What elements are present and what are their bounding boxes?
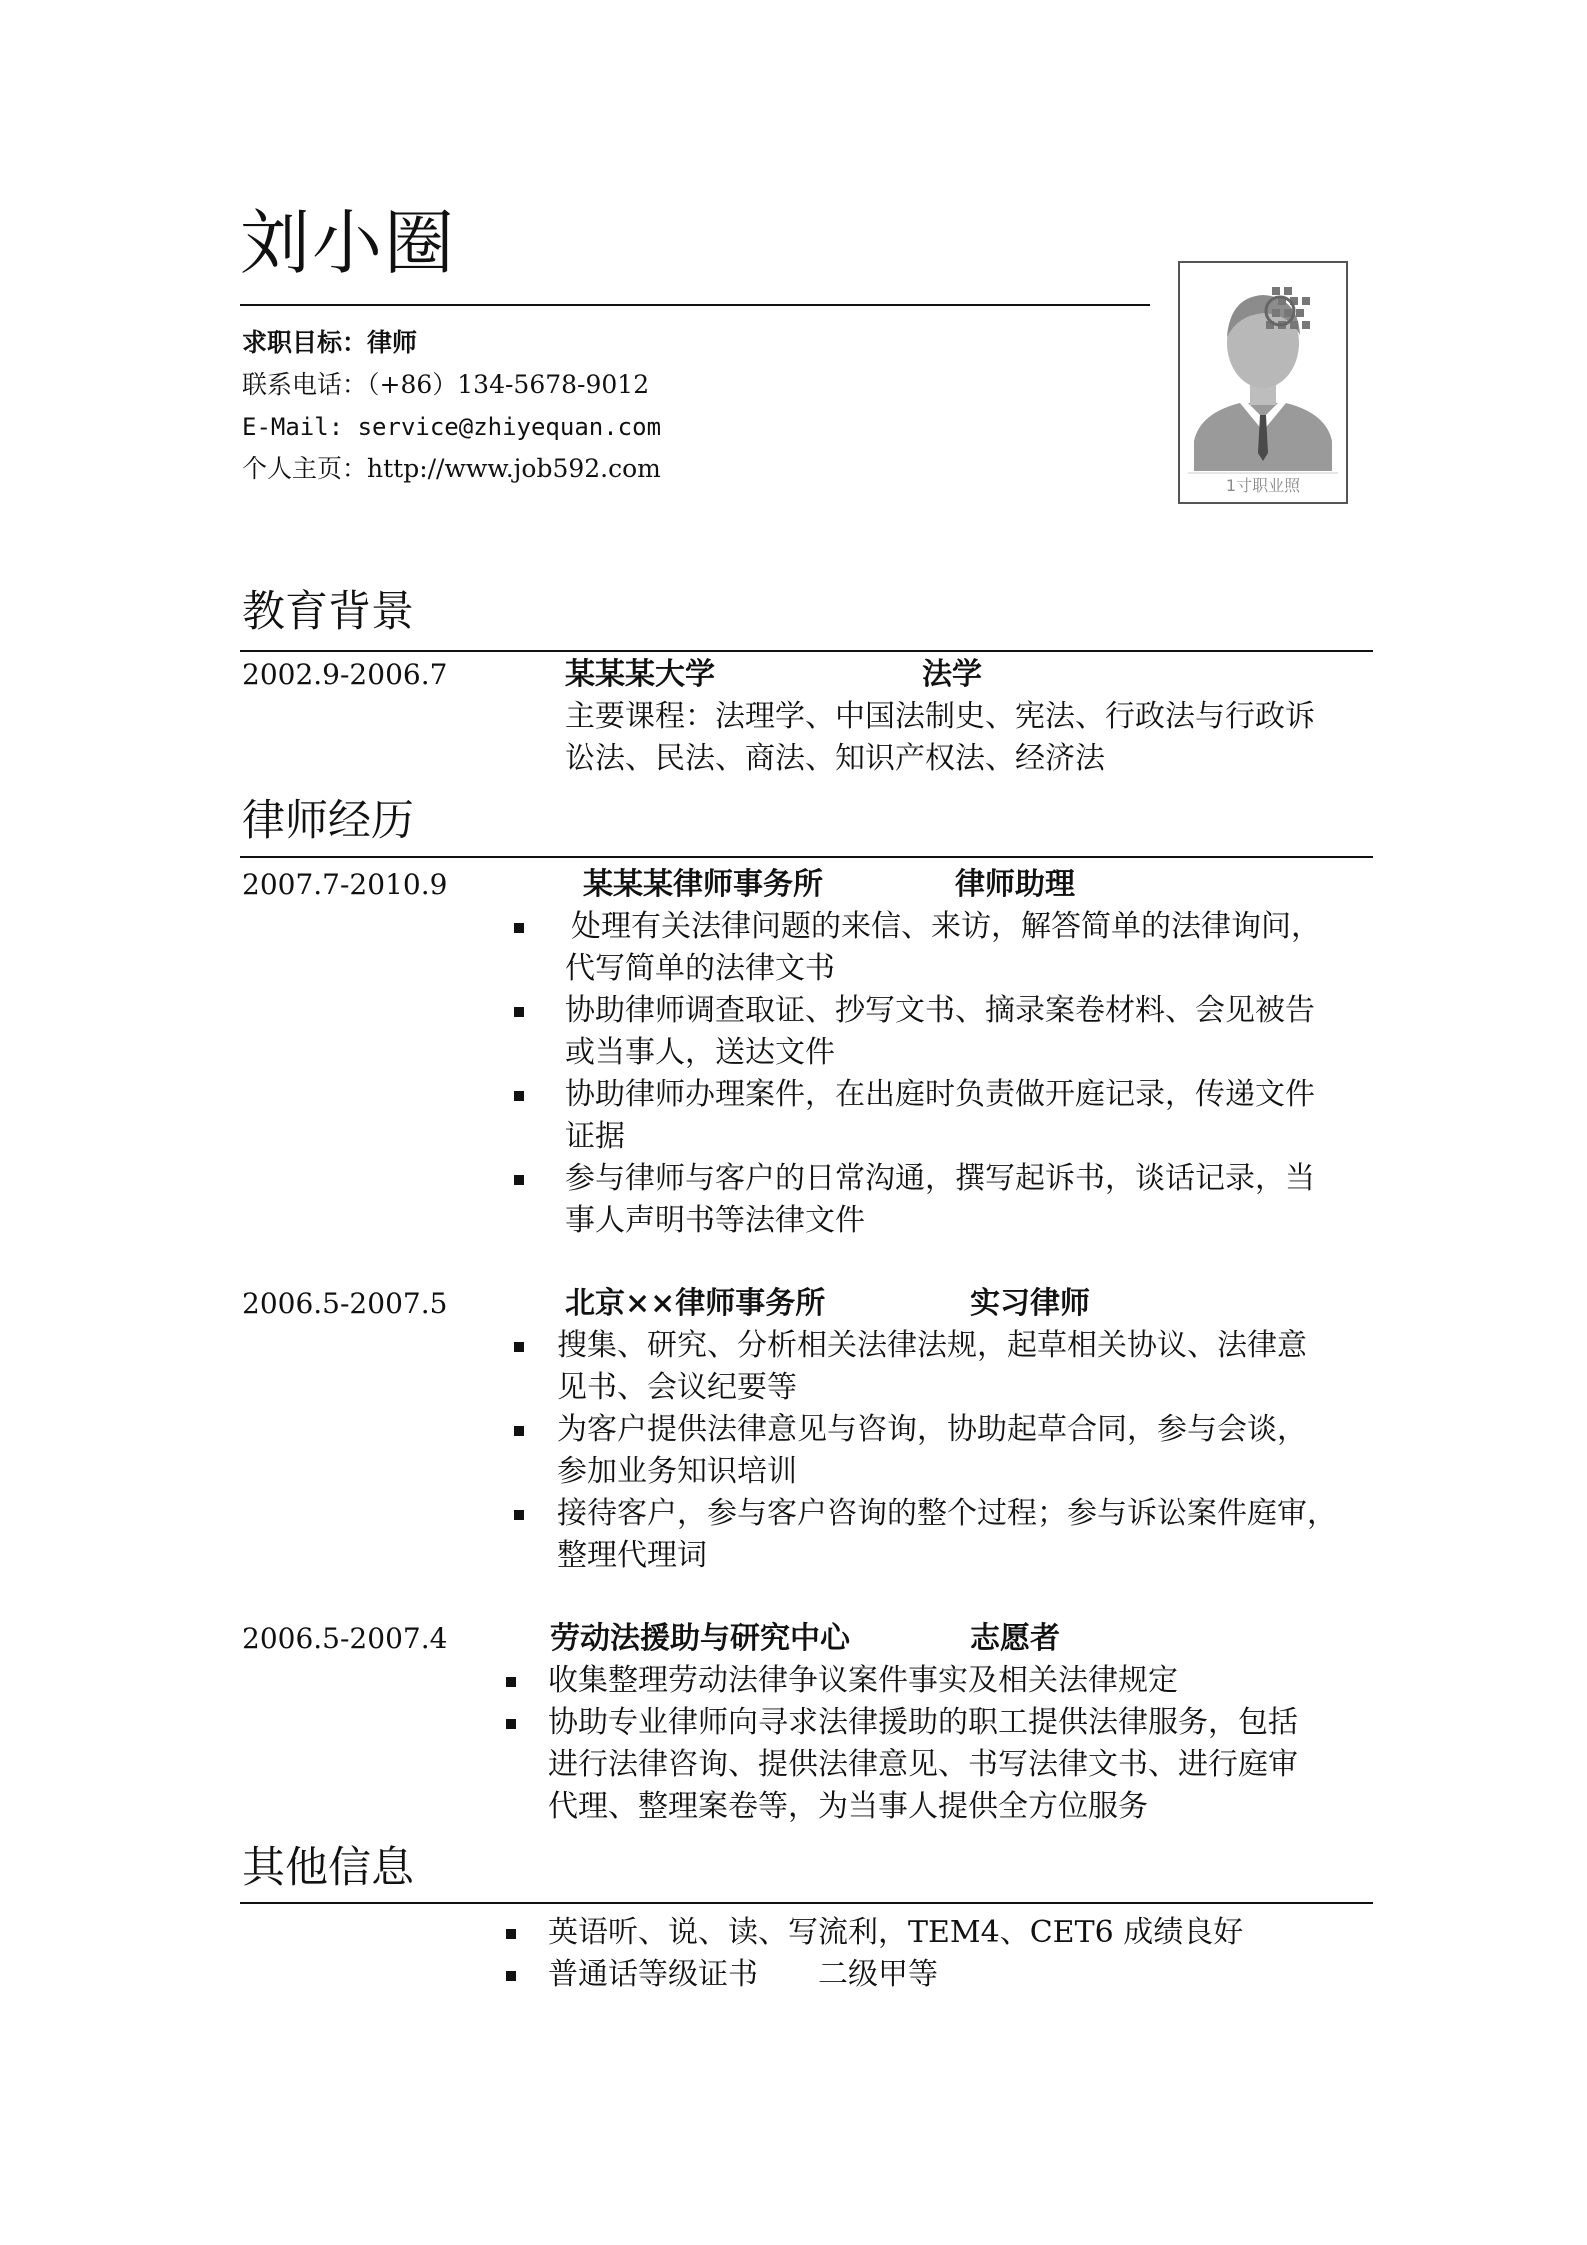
- job-bullet: 搜集、研究、分析相关法律法规，起草相关协议、法律意 见书、会议纪要等: [514, 1325, 1337, 1409]
- experience-section-title: 律师经历: [242, 796, 414, 846]
- job-role: 志愿者: [970, 1621, 1060, 1656]
- job-bullet: 协助专业律师向寻求法律援助的职工提供法律服务，包括 进行法律咨询、提供法律意见、书写法律文书、进行庭审 代理、整理案卷等，为当事人提供全方位服务: [506, 1702, 1298, 1828]
- job-organization: 劳动法援助与研究中心: [550, 1621, 850, 1656]
- other-divider: [240, 1902, 1373, 1904]
- job-date: 2006.5-2007.4: [242, 1622, 448, 1655]
- homepage-line: 个人主页：http://www.job592.com: [242, 454, 661, 483]
- email-line: E-Mail: service@zhiyequan.com: [242, 413, 662, 441]
- candidate-name: 刘小圈: [240, 202, 456, 284]
- other-info-item: 普通话等级证书 二级甲等: [506, 1954, 1243, 1996]
- education-date: 2002.9-2006.7: [242, 658, 448, 691]
- education-divider: [240, 650, 1373, 652]
- job-role: 律师助理: [955, 867, 1075, 902]
- job-bullet: 处理有关法律问题的来信、来访，解答简单的法律询问， 代写简单的法律文书: [514, 906, 1321, 990]
- education-section-title: 教育背景: [242, 587, 414, 637]
- job-bullet: 收集整理劳动法律争议案件事实及相关法律规定: [506, 1660, 1298, 1702]
- education-courses-line-2: 讼法、民法、商法、知识产权法、经济法: [565, 741, 1105, 776]
- job-bullet: 为客户提供法律意见与咨询，协助起草合同，参与会谈， 参加业务知识培训: [514, 1409, 1337, 1493]
- phone-line: 联系电话：（+86）134-5678-9012: [242, 370, 650, 399]
- name-divider: [240, 304, 1150, 306]
- job-bullet-list: [514, 1325, 1337, 1577]
- job-objective: 求职目标：律师: [242, 328, 418, 357]
- person-silhouette-icon: [1180, 263, 1346, 502]
- job-role: 实习律师: [970, 1286, 1090, 1321]
- other-info-list: [506, 1912, 1243, 1996]
- job-bullet: 协助律师调查取证、抄写文书、摘录案卷材料、会见被告 或当事人，送达文件: [514, 990, 1321, 1074]
- svg-text:1寸职业照: 1寸职业照: [1225, 476, 1301, 495]
- experience-divider: [240, 856, 1373, 858]
- other-section-title: 其他信息: [242, 1843, 414, 1893]
- job-date: 2006.5-2007.5: [242, 1287, 448, 1320]
- job-bullet-list: [506, 1660, 1298, 1828]
- job-bullet: 协助律师办理案件，在出庭时负责做开庭记录，传递文件 证据: [514, 1074, 1321, 1158]
- contact-block: [242, 322, 661, 490]
- job-date: 2007.7-2010.9: [242, 868, 448, 901]
- job-organization: 北京××律师事务所: [565, 1286, 826, 1321]
- education-school: 某某某大学: [565, 657, 715, 692]
- job-organization: 某某某律师事务所: [583, 867, 823, 902]
- education-major: 法学: [922, 657, 982, 692]
- education-courses-line-1: 主要课程：法理学、中国法制史、宪法、行政法与行政诉: [565, 699, 1315, 734]
- job-bullet: 参与律师与客户的日常沟通，撰写起诉书，谈话记录，当 事人声明书等法律文件: [514, 1158, 1321, 1242]
- job-bullet: 接待客户，参与客户咨询的整个过程；参与诉讼案件庭审， 整理代理词: [514, 1493, 1337, 1577]
- photo-placeholder: [1178, 261, 1348, 504]
- job-bullet-list: [514, 906, 1321, 1242]
- other-info-item: 英语听、说、读、写流利，TEM4、CET6 成绩良好: [506, 1912, 1243, 1954]
